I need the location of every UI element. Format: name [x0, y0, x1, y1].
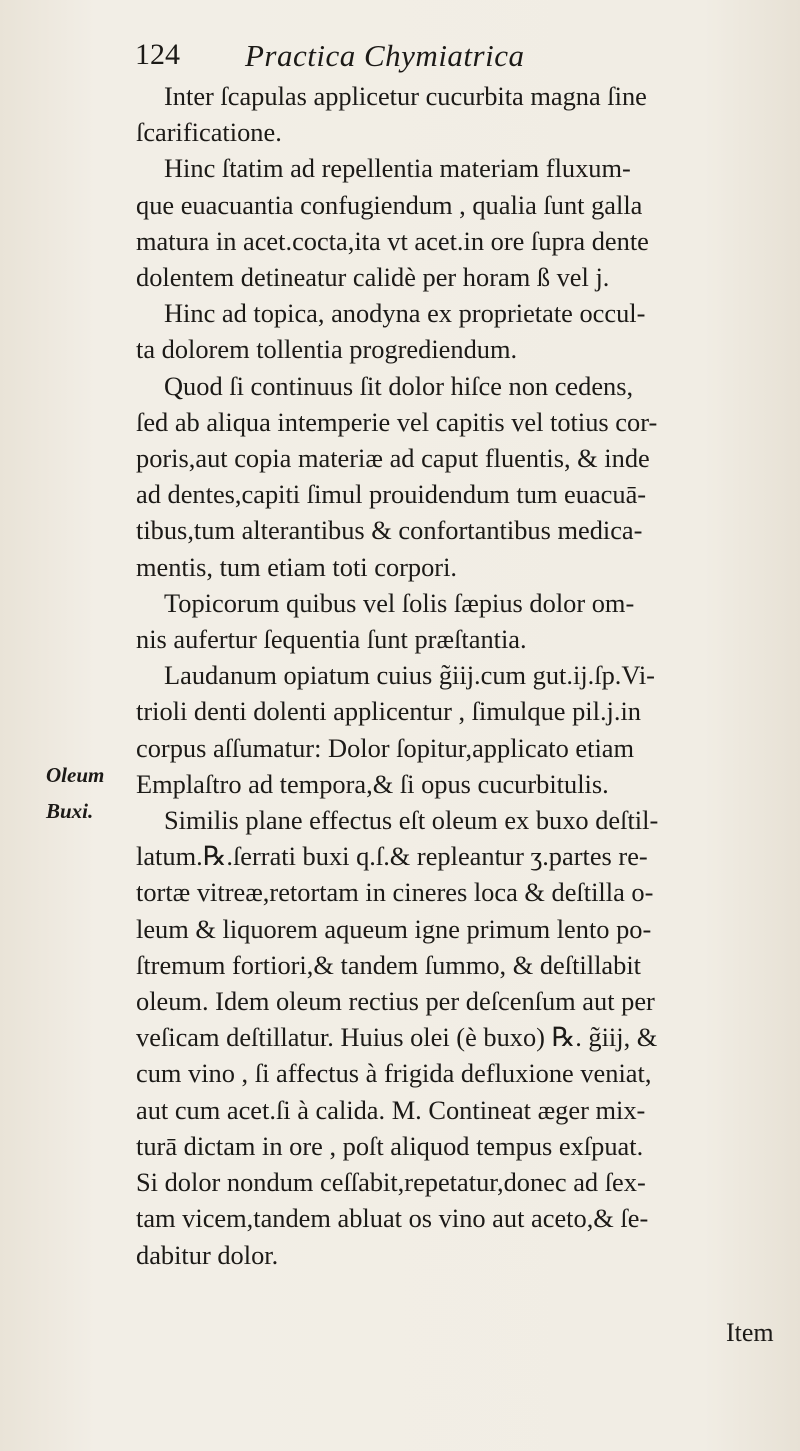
body-text [136, 78, 796, 1273]
text-line: que euacuantia confugiendum , qualia ſunt galla [136, 189, 643, 220]
catchword: Item [726, 1318, 774, 1347]
text-line: turā dictam in ore , poſt aliquod tempus exſpuat. [136, 1130, 644, 1161]
text-line: tibus,tum alterantibus & confortantibus medica- [136, 515, 643, 546]
text-line: Emplaſtro ad tempora,& ſi opus cucurbitulis. [136, 768, 609, 799]
text-line: matura in acet.cocta,ita vt acet.in ore ſupra dente [136, 225, 649, 256]
text-line: corpus aſſumatur: Dolor ſopitur,applicato etiam [136, 732, 635, 763]
text-line: Hinc ad topica, anodyna ex proprietate occul- [164, 298, 646, 329]
text-line: latum.℞.ſerrati buxi q.ſ.& repleantur ʒ.partes re- [136, 841, 648, 872]
text-line: leum & liquorem aqueum igne primum lento po- [136, 913, 652, 944]
text-line: nis aufertur ſequentia ſunt præſtantia. [136, 624, 527, 655]
text-line: ſcarificatione. [136, 117, 282, 148]
text-line: Laudanum opiatum cuius g̃iij.cum gut.ij.ſp.Vi- [164, 660, 655, 691]
running-head-title: Practica Chymiatrica [245, 38, 525, 73]
text-line: Si dolor nondum ceſſabit,repetatur,donec ad ſex- [136, 1167, 646, 1198]
text-line: veſicam deſtillatur. Huius olei (è buxo) ℞. g̃iij, & [136, 1022, 658, 1053]
text-line: poris,aut copia materiæ ad caput fluentis, & inde [136, 443, 650, 474]
text-line: Quod ſi continuus ſit dolor hiſce non cedens, [164, 370, 634, 401]
text-line: mentis, tum etiam toti corpori. [136, 551, 458, 582]
text-line: aut cum acet.ſi à calida. M. Contineat æger mix- [136, 1094, 646, 1125]
text-line: ſtremum fortiori,& tandem ſummo, & deſtillabit [136, 949, 642, 980]
text-line: oleum. Idem oleum rectius per deſcenſum aut per [136, 986, 655, 1017]
text-line: Topicorum quibus vel ſolis ſæpius dolor om- [164, 587, 635, 618]
text-line: Similis plane effectus eſt oleum ex buxo deſtil- [164, 805, 659, 836]
margin-note [46, 757, 104, 829]
text-line: ad dentes,capiti ſimul prouidendum tum euacuā- [136, 479, 647, 510]
text-line: tortæ vitreæ,retortam in cineres loca & deſtilla o- [136, 877, 654, 908]
text-line: Inter ſcapulas applicetur cucurbita magna ſine [164, 81, 647, 111]
text-line: dabitur dolor. [136, 1239, 279, 1270]
text-line: tam vicem,tandem abluat os vino aut aceto,& ſe- [136, 1203, 649, 1234]
running-head [135, 38, 695, 74]
text-line: trioli denti dolenti applicentur , ſimulque pil.j.in [136, 696, 642, 727]
page-number: 124 [135, 38, 180, 71]
text-line: cum vino , ſi affectus à frigida defluxione veniat, [136, 1058, 652, 1089]
text-line: ſed ab aliqua intemperie vel capitis vel totius cor- [136, 406, 658, 437]
margin-note-line: Oleum [46, 763, 105, 787]
text-line: ta dolorem tollentia progrediendum. [136, 334, 518, 365]
margin-note-line: Buxi. [46, 799, 94, 823]
text-line: Hinc ſtatim ad repellentia materiam fluxum- [164, 153, 631, 184]
text-line: dolentem detineatur calidè per horam ß vel j. [136, 262, 610, 293]
